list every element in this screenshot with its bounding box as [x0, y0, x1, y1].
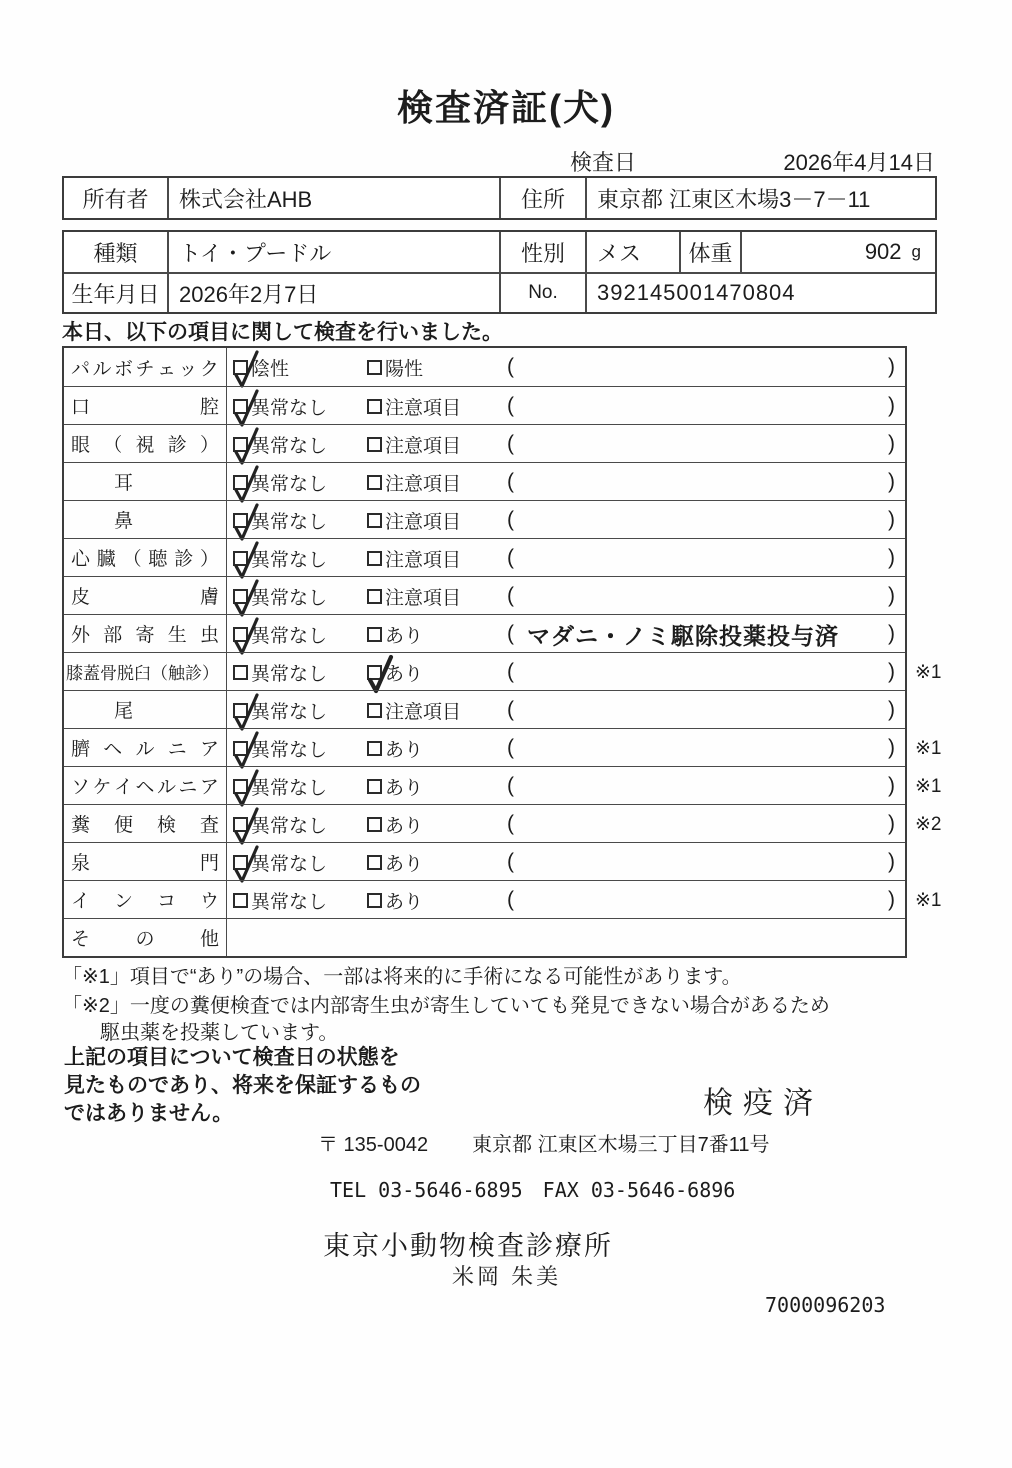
row-label: 膝 蓋 骨 脱 臼 （ 触 診 ）: [64, 653, 227, 690]
paren-content[interactable]: マダニ・ノミ駆除投薬投与済: [527, 622, 839, 649]
tel-number: TEL 03-5646-6895: [330, 1178, 523, 1202]
clinic-name: 東京小動物検査診療所: [323, 1231, 613, 1261]
paren-open: (: [507, 432, 514, 455]
note-badge: ※1: [915, 889, 942, 911]
closing-line-1: 上記の項目について検査日の状態を: [64, 1046, 400, 1069]
option-2-checkbox[interactable]: [367, 551, 382, 566]
option-1-label: 異常なし: [251, 549, 328, 571]
paren-close: ): [888, 508, 895, 531]
paren-open: (: [507, 736, 514, 759]
option-2: [367, 729, 423, 767]
note-badge: ※1: [915, 661, 942, 683]
row-body: [227, 653, 905, 690]
option-1: [233, 425, 327, 463]
paren-close: ): [888, 774, 895, 797]
option-1: [233, 843, 327, 881]
option-2: [367, 691, 461, 729]
birth-value: 2026年2月7日: [167, 274, 499, 312]
option-1: [233, 387, 327, 425]
note-badge: ※2: [915, 813, 942, 835]
paren-open: (: [507, 698, 514, 721]
option-1-label: 陰性: [251, 358, 290, 380]
option-2-label: 注意項目: [385, 473, 462, 495]
option-2-label: 注意項目: [385, 435, 462, 457]
option-1-checkbox[interactable]: [233, 855, 248, 870]
row-label: 臍 ヘ ル ニ ア: [64, 729, 227, 766]
inspection-date-label: 検査日: [570, 150, 637, 175]
weight-value-cell: [740, 232, 935, 272]
option-2-label: 注意項目: [385, 511, 462, 533]
option-2: [367, 805, 423, 843]
option-2: [367, 615, 423, 653]
option-1-label: 異常なし: [251, 891, 328, 913]
row-label: 外 部 寄 生 虫: [64, 615, 227, 652]
paren-content[interactable]: [527, 881, 871, 919]
checklist-row: [64, 424, 905, 462]
checklist-table: [62, 346, 942, 958]
row-body: [227, 843, 905, 880]
option-1-label: 異常なし: [251, 739, 328, 761]
paren-open: (: [507, 774, 514, 797]
row-body: [227, 501, 905, 538]
owner-table: [62, 176, 937, 220]
breed-row: [64, 232, 935, 272]
serial-number: 7000096203: [765, 1293, 886, 1317]
checklist-row: [64, 462, 905, 500]
option-2-label: 注意項目: [385, 549, 462, 571]
paren-content[interactable]: [527, 691, 871, 729]
row-body: [227, 767, 905, 804]
option-1-checkbox[interactable]: [233, 817, 248, 832]
row-body: [227, 539, 905, 576]
option-1: [233, 805, 327, 843]
paren-close: ): [888, 470, 895, 493]
option-2-label: 注意項目: [385, 587, 462, 609]
number-label: No.: [499, 274, 585, 312]
checklist-row: [64, 500, 905, 538]
owner-row: [64, 178, 935, 218]
paren-close: ): [888, 660, 895, 683]
paren-close: ): [888, 432, 895, 455]
paren-close: ): [888, 888, 895, 911]
paren-open: (: [507, 584, 514, 607]
paren-content[interactable]: [527, 387, 871, 425]
tel-fax-line: [330, 1178, 735, 1202]
paren-open: (: [507, 888, 514, 911]
paren-open: (: [507, 812, 514, 835]
address-value: 東京都 江東区木場3－7－11: [585, 178, 935, 218]
postal-code: 〒 135-0042: [318, 1134, 429, 1156]
checklist-row: [64, 576, 905, 614]
paren-open: (: [507, 546, 514, 569]
option-1: [233, 577, 327, 615]
veterinarian-name: 米岡 朱美: [452, 1264, 562, 1289]
option-1-checkbox[interactable]: [233, 551, 248, 566]
checklist-row: [64, 386, 905, 424]
paren-close: ): [888, 812, 895, 835]
weight-label: 体重: [679, 232, 740, 272]
option-2-checkbox[interactable]: [367, 513, 382, 528]
row-label: 眼 （ 視 診 ）: [64, 425, 227, 462]
option-2-checkbox[interactable]: [367, 627, 382, 642]
paren-close: ): [888, 698, 895, 721]
option-2-label: 陽性: [385, 358, 424, 380]
note-badge: ※1: [915, 737, 942, 759]
option-2-label: あり: [385, 663, 424, 685]
paren-content[interactable]: [527, 348, 871, 386]
checklist-row: [64, 690, 905, 728]
option-2-label: あり: [385, 777, 424, 799]
quarantine-stamp: 検疫済: [703, 1087, 823, 1120]
row-body: [227, 615, 905, 652]
checklist-row: [64, 614, 905, 652]
breed-label: 種類: [93, 240, 138, 266]
row-body: [227, 425, 905, 462]
birth-row: [64, 272, 935, 312]
paren-content[interactable]: [527, 843, 871, 881]
intro-text: 本日、以下の項目に関して検査を行いました。: [62, 321, 503, 344]
option-1-label: 異常なし: [251, 511, 328, 533]
sex-label: 性別: [499, 232, 585, 272]
option-2: [367, 881, 423, 919]
paren-open: (: [507, 622, 514, 645]
option-1-checkbox[interactable]: [233, 741, 248, 756]
row-label: 耳: [64, 463, 227, 500]
paren-close: ): [888, 355, 895, 378]
fax-number: FAX 03-5646-6896: [542, 1178, 736, 1202]
option-1-label: 異常なし: [251, 625, 328, 647]
option-2-checkbox[interactable]: [367, 475, 382, 490]
owner-value: 株式会社AHB: [167, 178, 499, 218]
option-2: [367, 425, 461, 463]
owner-label: 所有者: [82, 186, 149, 212]
sex-value: メス: [585, 232, 679, 272]
option-2-label: 注意項目: [385, 397, 462, 419]
weight-unit: g: [911, 242, 921, 261]
checklist-row: [64, 918, 905, 956]
row-body: [227, 881, 905, 918]
checklist-row: [64, 652, 942, 690]
paren-close: ): [888, 850, 895, 873]
option-2: [367, 539, 461, 577]
option-2: [367, 653, 423, 691]
row-body: [227, 805, 905, 842]
option-1: [233, 348, 289, 386]
paren-content[interactable]: [527, 653, 871, 691]
option-1-checkbox[interactable]: [233, 399, 248, 414]
row-label: 尾: [64, 691, 227, 728]
closing-line-2: 見たものであり、将来を保証するもの: [64, 1074, 421, 1097]
paren-content[interactable]: [527, 805, 871, 843]
option-1: [233, 767, 327, 805]
option-2-checkbox[interactable]: [367, 360, 382, 375]
checklist-row: [64, 348, 905, 386]
checklist-row: [64, 766, 942, 804]
paren-content[interactable]: [527, 425, 871, 463]
row-label: そ の 他: [64, 919, 227, 956]
option-1-checkbox[interactable]: [233, 665, 248, 680]
option-1-checkbox[interactable]: [233, 437, 248, 452]
checklist-row: [64, 538, 905, 576]
paren-content[interactable]: [527, 767, 871, 805]
paren-open: (: [507, 470, 514, 493]
option-1-label: 異常なし: [251, 587, 328, 609]
option-1-checkbox[interactable]: [233, 703, 248, 718]
option-1-label: 異常なし: [251, 701, 328, 723]
option-2-label: あり: [385, 625, 424, 647]
option-1-label: 異常なし: [251, 853, 328, 875]
row-body: [227, 919, 905, 956]
row-label: パ ル ボ チ ェ ッ ク: [64, 348, 227, 386]
option-1-checkbox[interactable]: [233, 475, 248, 490]
paren-open: (: [507, 850, 514, 873]
option-1: [233, 691, 327, 729]
option-1: [233, 463, 327, 501]
option-1-label: 異常なし: [251, 435, 328, 457]
row-label: 糞 便 検 査: [64, 805, 227, 842]
paren-close: ): [888, 622, 895, 645]
paren-content[interactable]: [527, 501, 871, 539]
paren-close: ): [888, 736, 895, 759]
paren-content[interactable]: [527, 577, 871, 615]
option-2-checkbox[interactable]: [367, 589, 382, 604]
option-1-checkbox[interactable]: [233, 589, 248, 604]
row-label: 鼻: [64, 501, 227, 538]
paren-close: ): [888, 394, 895, 417]
option-2-checkbox[interactable]: [367, 855, 382, 870]
closing-line-3: ではありません。: [64, 1102, 234, 1125]
row-body: [227, 348, 905, 386]
row-label: ソ ケ イ ヘ ル ニ ア: [64, 767, 227, 804]
option-2-label: あり: [385, 853, 424, 875]
option-2: [367, 501, 461, 539]
option-1-label: 異常なし: [251, 815, 328, 837]
option-2: [367, 387, 461, 425]
row-label: 口 腔: [64, 387, 227, 424]
weight-value: 902: [864, 239, 902, 264]
row-label: 泉 門: [64, 843, 227, 880]
option-2: [367, 463, 461, 501]
option-1-checkbox[interactable]: [233, 627, 248, 642]
option-1-label: 異常なし: [251, 663, 328, 685]
option-2-label: 注意項目: [385, 701, 462, 723]
footnote-2: 「※2」一度の糞便検査では内部寄生虫が寄生していても発見できない場合があるため: [62, 995, 830, 1017]
paren-open: (: [507, 660, 514, 683]
paren-content[interactable]: [527, 463, 871, 501]
row-label: イ ン コ ウ: [64, 881, 227, 918]
option-2: [367, 843, 423, 881]
paren-content[interactable]: [527, 729, 871, 767]
option-2: [367, 767, 423, 805]
birth-label: 生年月日: [71, 281, 160, 307]
option-2-checkbox[interactable]: [367, 741, 382, 756]
option-1: [233, 501, 327, 539]
option-1-checkbox[interactable]: [233, 360, 248, 375]
paren-close: ): [888, 584, 895, 607]
option-1-label: 異常なし: [251, 473, 328, 495]
closing-statement: [64, 1044, 421, 1128]
option-2-label: あり: [385, 739, 424, 761]
option-2-checkbox[interactable]: [367, 665, 382, 680]
option-1-label: 異常なし: [251, 777, 328, 799]
row-body: [227, 691, 905, 728]
row-body: [227, 387, 905, 424]
option-1-checkbox[interactable]: [233, 779, 248, 794]
animal-table: [62, 230, 937, 314]
option-2-label: あり: [385, 891, 424, 913]
checklist-row: [64, 728, 942, 766]
postal-address-line: [318, 1128, 770, 1157]
option-1-checkbox[interactable]: [233, 893, 248, 908]
breed-value: トイ・プードル: [167, 232, 499, 272]
paren-open: (: [507, 394, 514, 417]
option-2-checkbox[interactable]: [367, 703, 382, 718]
option-1: [233, 881, 327, 919]
row-body: [227, 729, 905, 766]
footnote-3: 駆虫薬を投薬しています。: [100, 1022, 339, 1044]
checklist-row: [64, 842, 905, 880]
option-2-checkbox[interactable]: [367, 893, 382, 908]
clinic-address: 東京都 江東区木場三丁目7番11号: [472, 1134, 770, 1156]
option-1-checkbox[interactable]: [233, 513, 248, 528]
paren-content[interactable]: [527, 539, 871, 577]
option-1: [233, 729, 327, 767]
inspection-date-value: 2026年4月14日: [783, 150, 935, 175]
paren-open: (: [507, 355, 514, 378]
option-2-checkbox[interactable]: [367, 437, 382, 452]
option-2-label: あり: [385, 815, 424, 837]
page-title: 検査済証(犬): [397, 87, 615, 128]
paren-open: (: [507, 508, 514, 531]
checklist-row: [64, 880, 942, 918]
paren-close: ): [888, 546, 895, 569]
option-2-checkbox[interactable]: [367, 399, 382, 414]
row-label: 皮 膚: [64, 577, 227, 614]
number-value: 392145001470804: [585, 274, 935, 312]
row-body: [227, 463, 905, 500]
option-2-checkbox[interactable]: [367, 779, 382, 794]
option-2-checkbox[interactable]: [367, 817, 382, 832]
option-1: [233, 615, 327, 653]
address-label: 住所: [499, 178, 585, 218]
footnote-1: 「※1」項目で“あり”の場合、一部は将来的に手術になる可能性があります。: [62, 966, 742, 988]
option-1: [233, 539, 327, 577]
option-2: [367, 348, 423, 386]
checklist-row: [64, 804, 942, 842]
note-badge: ※1: [915, 775, 942, 797]
option-1-label: 異常なし: [251, 397, 328, 419]
row-body: [227, 577, 905, 614]
row-label: 心 臓 （ 聴 診 ）: [64, 539, 227, 576]
option-2: [367, 577, 461, 615]
option-1: [233, 653, 327, 691]
